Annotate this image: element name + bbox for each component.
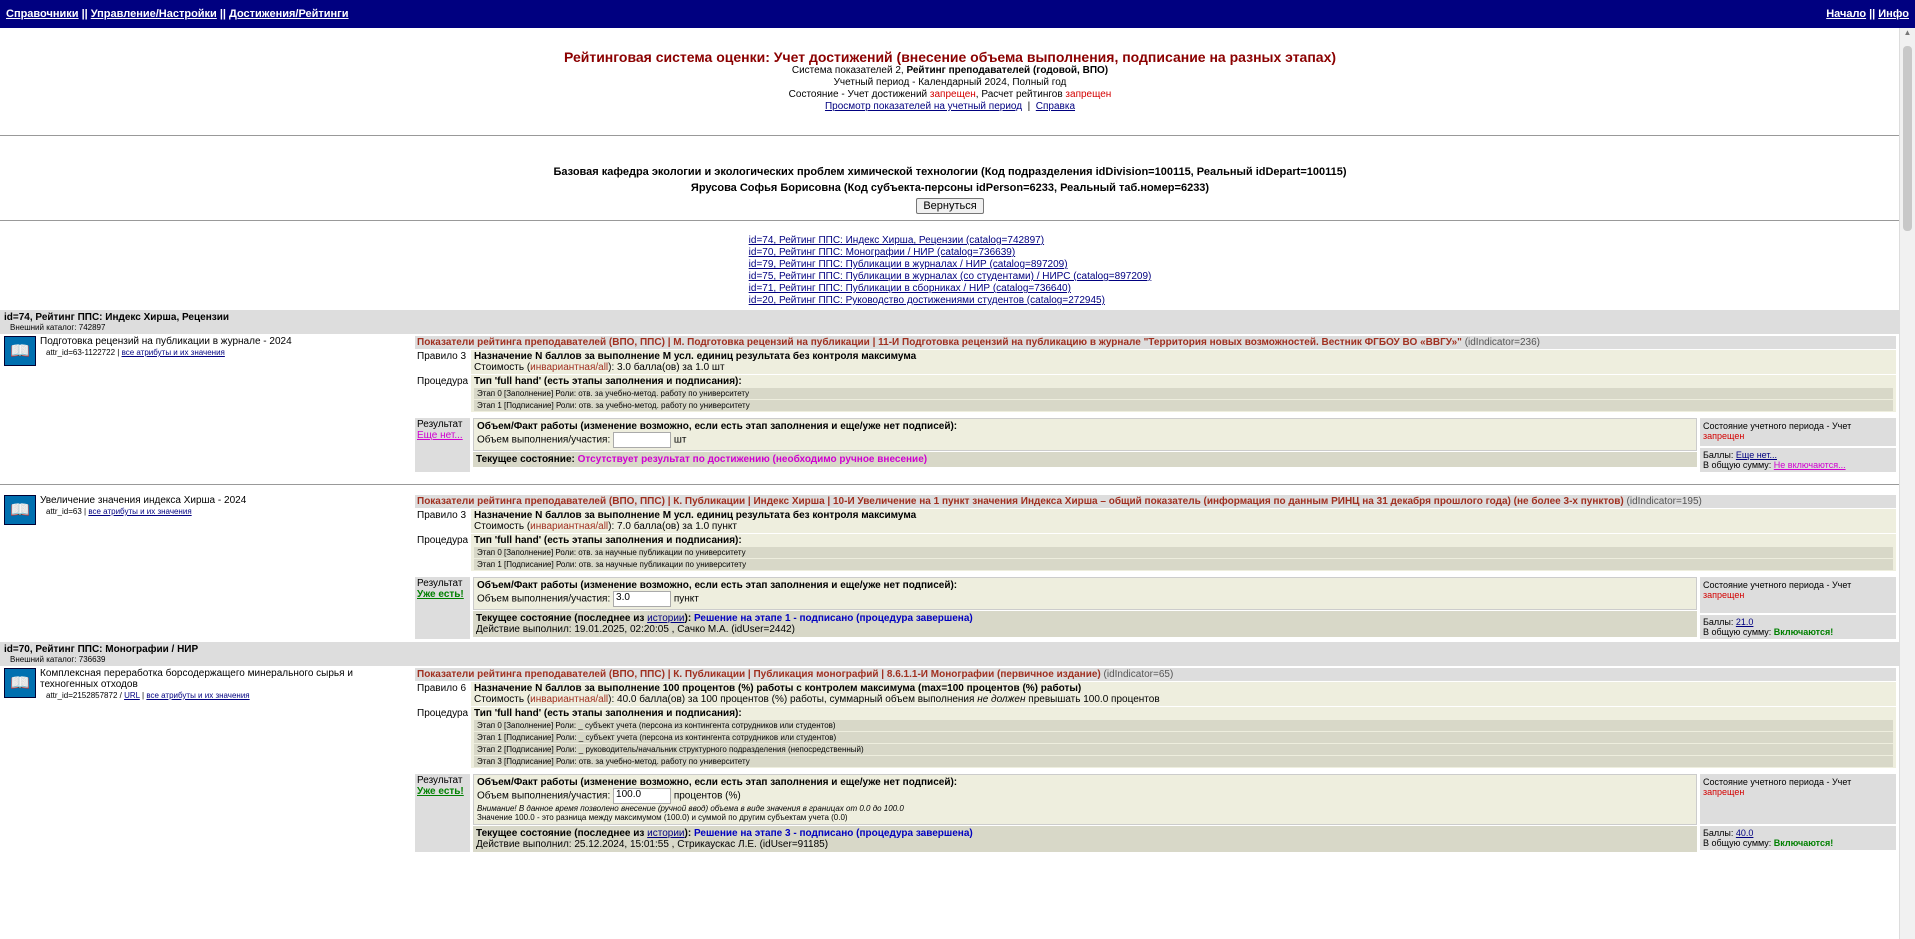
- page-title: Рейтинговая система оценки: Учет достижений (внесение объема выполнения, подписание на разных этапах): [563, 49, 1337, 65]
- system-name: Рейтинг преподавателей (годовой, ВПО): [906, 65, 1109, 76]
- book-icon: 📖: [4, 668, 36, 698]
- indicator-path: Показатели рейтинга преподавателей (ВПО, ППС) | К. Публикации | Публикация монографий | 8.6.1.1-И Монографии (первичное издание): [417, 669, 1101, 680]
- catalog-link[interactable]: id=74, Рейтинг ППС: Индекс Хирша, Рецензии (catalog=742897): [748, 235, 1045, 246]
- procedure-label: Процедура: [417, 535, 469, 546]
- section-header: [0, 310, 1900, 334]
- indicator-header: [415, 495, 1896, 508]
- period-line: Учетный период - Календарный 2024, Полный год: [833, 77, 1067, 88]
- indicator-path: Показатели рейтинга преподавателей (ВПО, ППС) | К. Публикации | Индекс Хирша | 10-И Увеличение на 1 пункт значения Индекса Хирша – общий показатель (информация по данным РИНЦ на 31 декабря прошлого года) (не более 3-х пунктов): [417, 496, 1624, 507]
- state-forbidden-1: запрещен: [929, 89, 976, 100]
- system-line: [0, 65, 1900, 77]
- procedure-type: Тип 'full hand' (есть этапы заполнения и подписания):: [474, 535, 742, 546]
- result-link[interactable]: Еще нет...: [417, 430, 463, 441]
- history-link[interactable]: истории: [647, 828, 685, 839]
- nav-link-settings[interactable]: Управление/Настройки: [90, 8, 217, 20]
- cost-tail: превышать 100.0 процентов: [1025, 694, 1160, 705]
- volume-label: Объем выполнения/участия:: [477, 790, 611, 802]
- url-link[interactable]: URL: [124, 691, 140, 700]
- done-by-value: 19.01.2025, 02:20:05 , Сачко М.А. (idUser=2442): [574, 624, 795, 635]
- result-link[interactable]: Уже есть!: [417, 786, 464, 797]
- person-name-line: Ярусова Софья Борисовна (Код субъекта-персоны idPerson=6233, Реальный таб.номер=6233): [690, 182, 1210, 194]
- person-block: [0, 164, 1900, 214]
- item-name: Подготовка рецензий на публикации в журнале - 2024: [40, 336, 292, 347]
- period-state-value: запрещен: [1703, 590, 1745, 600]
- result-row: [415, 418, 1896, 472]
- cost-invariant: инвариантная/all: [530, 521, 609, 532]
- all-attrs-link[interactable]: все атрибуты и их значения: [88, 507, 192, 516]
- achievement-item: 📖 Увеличение значения индекса Хирша - 2024 attr_id=63 | все атрибуты и их значения Показатели рейтинга преподавателей (ВПО, ППС) | К. Публикации | Индекс Хирша | 10-И Увеличение на 1 пункт значения Индекса Хирша – общий показатель (информация по данным РИНЦ на 31 декабря прошлого года) (не более 3-х пунктов) (idIndicator=195) Правило 3 Назначение N баллов за выполнение M усл. единиц результата без контроля максимума Стоимость (инвариантная/all): 7.0 балла(ов) за 1.0 пункт Процедура Тип 'full hand' (есть этапы заполнения и подписания): Этап 0 [Заполнение] Роли: отв. за научные публикации по университету Этап 1 [Подписание] Роли: отв. за научные публикации по университету Результат Уже есть! Объем/Факт работы (изменение возможно, если есть этап заполнения и еще/уже нет подписей): Объем выполнения/участия: 3.0 пункт Текущее состояние (последнее из истории): Решение на этапе 1 - подписано (процедура завершена) Действие выполнил: 19.01.2025, 02:20:05 , Сачко М.А. (idUser=2442) Состояние учетного периода - Учет запрещен Баллы: 21.0 В общую сумму: Включаются!: [0, 493, 1900, 639]
- current-state-label-prefix: Текущее состояние (последнее из: [476, 828, 648, 839]
- section-title: id=74, Рейтинг ППС: Индекс Хирша, Рецензии: [4, 312, 229, 323]
- volume-label: Объем выполнения/участия:: [477, 434, 611, 446]
- done-by-label: Действие выполнил:: [476, 839, 575, 850]
- catalog-link[interactable]: id=71, Рейтинг ППС: Публикации в сборниках / НИР (catalog=736640): [748, 283, 1071, 294]
- indicator-id: (idIndicator=195): [1626, 496, 1702, 507]
- nav-right: Начало || Инфо: [1826, 8, 1909, 20]
- book-icon: 📖: [4, 336, 36, 366]
- current-state-value: Решение на этапе 1 - подписано (процедура завершена): [693, 613, 973, 624]
- cost-suffix: ): 40.0 балла(ов) за 100 процентов (%) работы, суммарный объем выполнения: [608, 694, 978, 705]
- sum-value: Включаются!: [1773, 838, 1834, 848]
- result-label: Результат: [417, 578, 463, 589]
- sum-label: В общую сумму:: [1703, 460, 1774, 470]
- rule-title: Назначение N баллов за выполнение M усл. единиц результата без контроля максимума: [474, 510, 917, 521]
- volume-unit: шт: [673, 434, 687, 446]
- state-prefix: Состояние - Учет достижений: [788, 89, 930, 100]
- result-label: Результат: [417, 419, 463, 430]
- nav-link-home[interactable]: Начало: [1826, 8, 1867, 20]
- volume-title: Объем/Факт работы (изменение возможно, если есть этап заполнения и еще/уже нет подписей):: [477, 777, 958, 788]
- volume-input[interactable]: 100.0: [613, 788, 671, 804]
- top-nav-bar: [0, 0, 1915, 28]
- done-by-label: Действие выполнил:: [476, 624, 575, 635]
- period-state-label: Состояние учетного периода - Учет: [1703, 580, 1852, 590]
- current-state-value: Решение на этапе 3 - подписано (процедура завершена): [693, 828, 973, 839]
- sum-label: В общую сумму:: [1703, 838, 1774, 848]
- scrollbar-thumb[interactable]: [1903, 46, 1912, 231]
- book-icon: 📖: [4, 495, 36, 525]
- vertical-scrollbar[interactable]: [1899, 28, 1915, 939]
- nav-link-achievements[interactable]: Достижения/Рейтинги: [228, 8, 349, 20]
- state-forbidden-2: запрещен: [1065, 89, 1112, 100]
- indicator-id: (idIndicator=65): [1103, 669, 1174, 680]
- volume-unit: пункт: [673, 593, 699, 605]
- result-label: Результат: [417, 775, 463, 786]
- rule-title: Назначение N баллов за выполнение 100 процентов (%) работы с контролем максимума (max=100 процентов (%) работы): [474, 683, 1082, 694]
- all-attrs-link[interactable]: все атрибуты и их значения: [146, 691, 250, 700]
- cost-prefix: Стоимость (: [474, 521, 531, 532]
- current-state-label-suffix: ):: [684, 613, 692, 624]
- cost-emphasis: не должен: [977, 694, 1026, 705]
- procedure-type: Тип 'full hand' (есть этапы заполнения и подписания):: [474, 708, 742, 719]
- catalog-link[interactable]: id=70, Рейтинг ППС: Монографии / НИР (catalog=736639): [748, 247, 1016, 258]
- stage-row: Этап 2 [Подписание] Роли: _ руководитель/начальник структурного подразделения (непосредственный): [474, 744, 1893, 755]
- period-state-value: запрещен: [1703, 431, 1745, 441]
- catalog-link[interactable]: id=20, Рейтинг ППС: Руководство достижениями студентов (catalog=272945): [748, 295, 1105, 306]
- current-state-label: Текущее состояние:: [476, 454, 575, 465]
- section-catalog: Внешний каталог: 736639: [10, 655, 106, 664]
- state-middle: , Расчет рейтингов: [975, 89, 1066, 100]
- result-link[interactable]: Уже есть!: [417, 589, 464, 600]
- help-link[interactable]: Справка: [1035, 101, 1076, 112]
- indicator-id: (idIndicator=236): [1464, 337, 1541, 348]
- balls-link[interactable]: 21.0: [1735, 617, 1754, 627]
- achievement-item: 📖 Комплексная переработка борсодержащего минерального сырья и техногенных отходов attr_id=2152857872 / URL | все атрибуты и их значения Показатели рейтинга преподавателей (ВПО, ППС) | К. Публикации | Публикация монографий | 8.6.1.1-И Монографии (первичное издание) (idIndicator=65) Правило 6 Назначение N баллов за выполнение 100 процентов (%) работы с контролем максимума (max=100 процентов (%) работы) Стоимость (инвариантная/all): 40.0 балла(ов) за 100 процентов (%) работы, суммарный объем выполнения не должен превышать 100.0 процентов Процедура Тип 'full hand' (есть этапы заполнения и подписания): Этап 0 [Заполнение] Роли: _ субъект учета (персона из контингента сотрудников или студентов) Этап 1 [Подписание] Роли: _ субъект учета (персона из контингента сотрудников или студентов) Этап 2 [Подписание] Роли: _ руководитель/начальник структурного подразделения (непосредственный) Этап 3 [Подписание] Роли: отв. за учебно-метод. работу по университету Результат Уже есть! Объем/Факт работы (изменение возможно, если есть этап заполнения и еще/уже нет подписей): Объем выполнения/участия: 100.0 процентов (%) Внимание! В данное время позволено внесение (ручной ввод) объема в виде значения в границах от 0.0 до 100.0 Значение 100.0 - это разница между максимумом (100.0) и суммой по другим субъектам учета (0.0) Текущее состояние (последнее из истории): Решение на этапе 3 - подписано (процедура завершена) Действие выполнил: 25.12.2024, 15:01:55 , Стрикаускас Л.Е. (idUser=91185) Состояние учетного периода - Учет запрещен Баллы: 40.0 В общую сумму: Включаются!: [0, 666, 1900, 852]
- balls-label: Баллы:: [1703, 828, 1736, 838]
- cost-invariant: инвариантная/all: [530, 362, 609, 373]
- balls-label: Баллы:: [1703, 617, 1736, 627]
- rule-title: Назначение N баллов за выполнение M усл. единиц результата без контроля максимума: [474, 351, 917, 362]
- department-line: Базовая кафедра экологии и экологических проблем химической технологии (Код подразделения idDivision=100115, Реальный idDepart=100115): [553, 166, 1347, 178]
- cost-suffix: ): 7.0 балла(ов) за 1.0 пункт: [608, 521, 737, 532]
- back-button[interactable]: Вернуться: [916, 198, 983, 214]
- state-line: [0, 89, 1900, 101]
- catalog-link[interactable]: id=75, Рейтинг ППС: Публикации в журналах (со студентами) / НИРС (catalog=897209): [748, 271, 1152, 282]
- cost-suffix: ): 3.0 балла(ов) за 1.0 шт: [608, 362, 725, 373]
- volume-unit: процентов (%): [673, 790, 741, 802]
- stage-row: Этап 0 [Заполнение] Роли: отв. за научные публикации по университету: [474, 547, 1893, 558]
- item-attr: attr_id=2152857872 /: [46, 691, 122, 700]
- procedure-type: Тип 'full hand' (есть этапы заполнения и подписания):: [474, 376, 742, 387]
- catalog-link[interactable]: id=79, Рейтинг ППС: Публикации в журналах / НИР (catalog=897209): [748, 259, 1068, 270]
- rule-label: Правило 6: [417, 683, 467, 694]
- sum-label: В общую сумму:: [1703, 627, 1774, 637]
- item-attr: attr_id=63: [46, 507, 82, 516]
- nav-link-info[interactable]: Инфо: [1878, 8, 1909, 20]
- volume-note: Значение 100.0 - это разница между максимумом (100.0) и суммой по другим субъектам учета (0.0): [477, 813, 848, 822]
- stage-row: Этап 1 [Подписание] Роли: _ субъект учета (персона из контингента сотрудников или студентов): [474, 732, 1893, 743]
- history-link[interactable]: истории: [647, 613, 685, 624]
- current-state-value: Отсутствует результат по достижению (необходимо ручное внесение): [577, 454, 928, 465]
- done-by-value: 25.12.2024, 15:01:55 , Стрикаускас Л.Е. (idUser=91185): [574, 839, 829, 850]
- stage-row: Этап 1 [Подписание] Роли: отв. за учебно-метод. работу по университету: [474, 400, 1893, 411]
- nav-left: Справочники || Управление/Настройки || Достижения/Рейтинги: [6, 8, 349, 20]
- system-prefix: Система показателей 2,: [791, 65, 907, 76]
- stage-row: Этап 3 [Подписание] Роли: отв. за учебно-метод. работу по университету: [474, 756, 1893, 767]
- sum-value: Включаются!: [1773, 627, 1834, 637]
- current-state-label-prefix: Текущее состояние (последнее из: [476, 613, 648, 624]
- section-title: id=70, Рейтинг ППС: Монографии / НИР: [4, 644, 199, 655]
- catalog-links: [0, 235, 1900, 307]
- all-attrs-link[interactable]: все атрибуты и их значения: [121, 348, 225, 357]
- result-row: [415, 577, 1896, 639]
- procedure-label: Процедура: [417, 376, 469, 387]
- balls-label: Баллы:: [1703, 450, 1736, 460]
- period-state-label: Состояние учетного периода - Учет: [1703, 421, 1852, 431]
- cost-prefix: Стоимость (: [474, 694, 531, 705]
- scroll-up-icon[interactable]: ▲: [1903, 28, 1912, 37]
- nav-link-references[interactable]: Справочники: [6, 8, 79, 20]
- item-name: Увеличение значения индекса Хирша - 2024: [40, 495, 247, 506]
- period-state-label: Состояние учетного периода - Учет: [1703, 777, 1852, 787]
- balls-link[interactable]: 40.0: [1735, 828, 1754, 838]
- stage-row: Этап 0 [Заполнение] Роли: отв. за учебно-метод. работу по университету: [474, 388, 1893, 399]
- section-catalog: Внешний каталог: 742897: [10, 323, 106, 332]
- result-row: [415, 774, 1896, 852]
- rule-label: Правило 3: [417, 351, 467, 362]
- volume-label: Объем выполнения/участия:: [477, 593, 611, 605]
- sum-link[interactable]: Не включаются...: [1773, 460, 1846, 470]
- stage-row: Этап 1 [Подписание] Роли: отв. за научные публикации по университету: [474, 559, 1893, 570]
- volume-input[interactable]: 3.0: [613, 591, 671, 607]
- indicator-header: [415, 668, 1896, 681]
- volume-input[interactable]: [613, 432, 671, 448]
- item-attr: attr_id=63-1122722: [46, 348, 116, 357]
- item-name: Комплексная переработка борсодержащего минерального сырья и техногенных отходов: [40, 668, 353, 690]
- volume-warning: Внимание! В данное время позволено внесение (ручной ввод) объема в виде значения в границах от 0.0 до 100.0: [477, 804, 904, 813]
- cost-invariant: инвариантная/all: [530, 694, 609, 705]
- indicator-header: [415, 336, 1896, 349]
- balls-link[interactable]: Еще нет...: [1735, 450, 1778, 460]
- view-indicators-link[interactable]: Просмотр показателей на учетный период: [824, 101, 1023, 112]
- header-links: Просмотр показателей на учетный период | Справка: [824, 101, 1076, 112]
- section-header: [0, 642, 1900, 666]
- indicator-path: Показатели рейтинга преподавателей (ВПО, ППС) | М. Подготовка рецензий на публикации | 11-И Подготовка рецензий на публикацию в журнале "Территория новых возможностей. Вестник ФГБОУ ВО «ВВГУ»": [417, 337, 1462, 348]
- page-content: [0, 49, 1900, 852]
- volume-title: Объем/Факт работы (изменение возможно, если есть этап заполнения и еще/уже нет подписей):: [477, 580, 958, 591]
- volume-title: Объем/Факт работы (изменение возможно, если есть этап заполнения и еще/уже нет подписей):: [477, 421, 958, 432]
- achievement-item: 📖 Подготовка рецензий на публикации в журнале - 2024 attr_id=63-1122722 | все атрибуты и их значения Показатели рейтинга преподавателей (ВПО, ППС) | М. Подготовка рецензий на публикации | 11-И Подготовка рецензий на публикацию в журнале "Территория новых возможностей. Вестник ФГБОУ ВО «ВВГУ»" (idIndicator=236) Правило 3 Назначение N баллов за выполнение M усл. единиц результата без контроля максимума Стоимость (инвариантная/all): 3.0 балла(ов) за 1.0 шт Процедура Тип 'full hand' (есть этапы заполнения и подписания): Этап 0 [Заполнение] Роли: отв. за учебно-метод. работу по университету Этап 1 [Подписание] Роли: отв. за учебно-метод. работу по университету Результат Еще нет... Объем/Факт работы (изменение возможно, если есть этап заполнения и еще/уже нет подписей): Объем выполнения/участия: шт Текущее состояние: Отсутствует результат по достижению (необходимо ручное внесение) Состояние учетного периода - Учет запрещен Баллы: Еще нет... В общую сумму: Не включаются...: [0, 334, 1900, 472]
- period-state-value: запрещен: [1703, 787, 1745, 797]
- stage-row: Этап 0 [Заполнение] Роли: _ субъект учета (персона из контингента сотрудников или студентов): [474, 720, 1893, 731]
- rule-label: Правило 3: [417, 510, 467, 521]
- cost-prefix: Стоимость (: [474, 362, 531, 373]
- current-state-label-suffix: ):: [684, 828, 692, 839]
- procedure-label: Процедура: [417, 708, 469, 719]
- page-header: [0, 49, 1900, 113]
